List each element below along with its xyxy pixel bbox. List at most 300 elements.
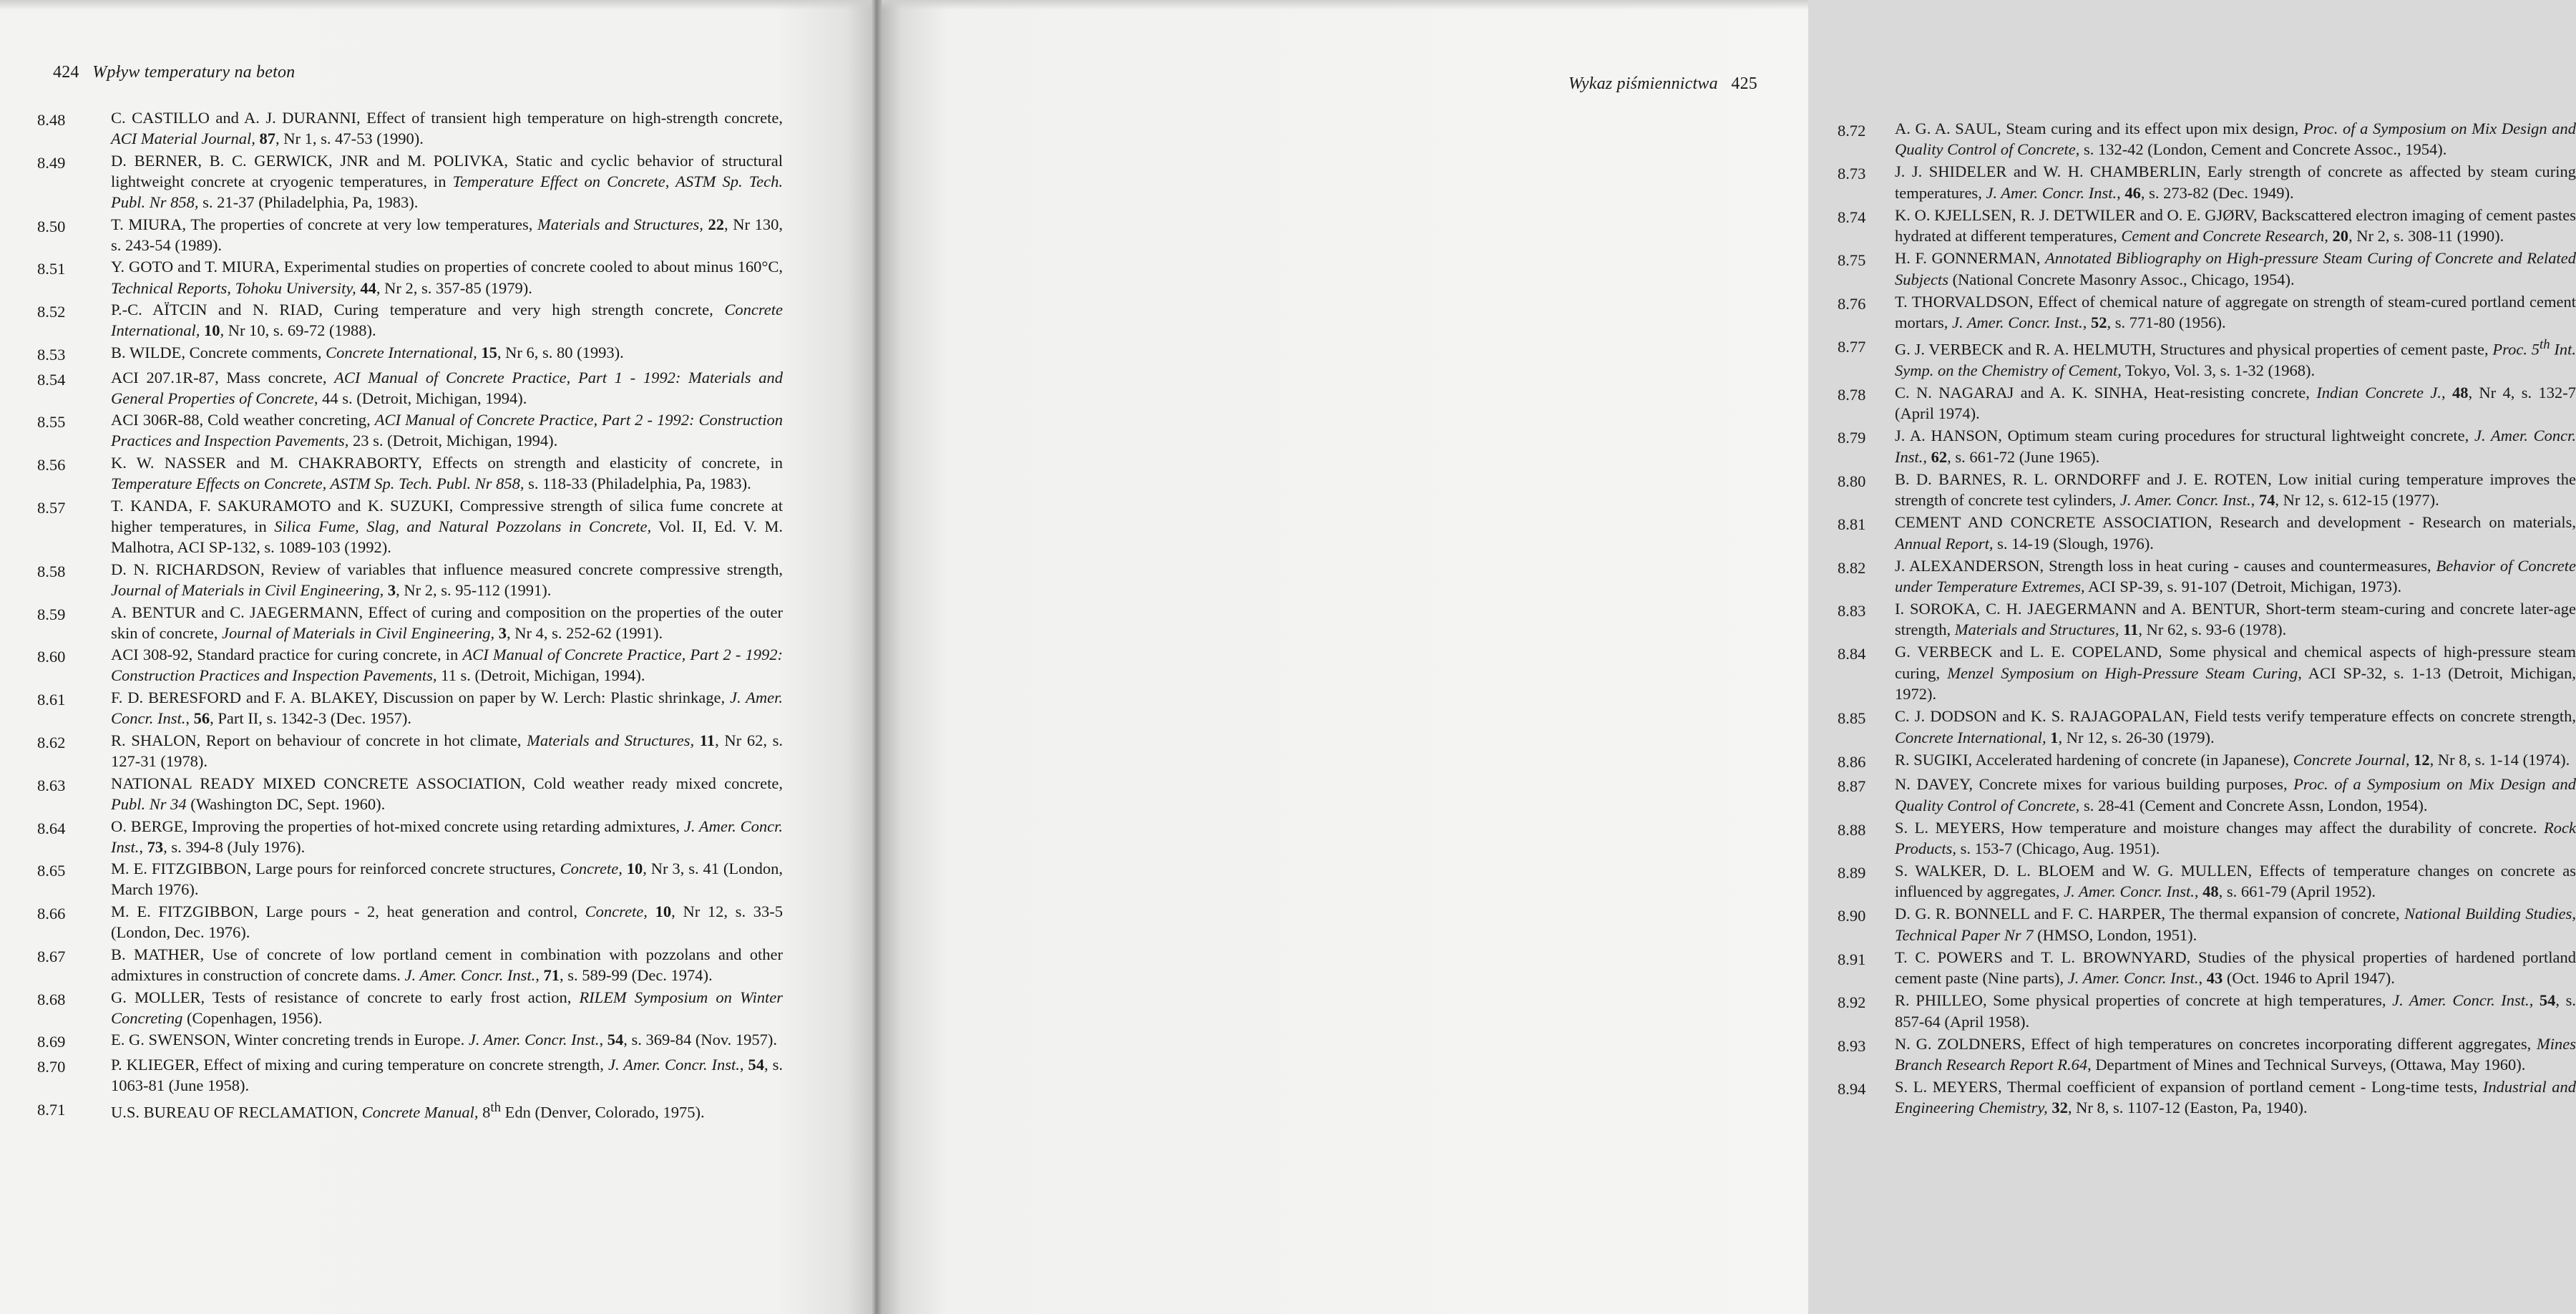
reference-number: 8.94 (1838, 1080, 1866, 1099)
reference-text-part: , Nr 12, s. 26-30 (1979). (2058, 728, 2215, 746)
reference-text-part: Proc. of a Symposium on Mix Design and Quality Control of Concrete (1895, 120, 2576, 159)
reference-entry (1838, 706, 2576, 748)
reference-number: 8.80 (1838, 472, 1866, 490)
reference-text (111, 687, 783, 729)
reference-entry (37, 858, 783, 900)
reference-number: 8.49 (37, 153, 66, 172)
reference-text-part: 43 (2206, 969, 2223, 988)
reference-text-part: , (2082, 313, 2091, 332)
reference-text-part: 54 (748, 1056, 764, 1074)
reference-text-part: , Part II, s. 1342-3 (Dec. 1957). (210, 709, 411, 728)
reference-text (1895, 291, 2576, 334)
reference-text-part: P. KLIEGER, Effect of mixing and curing temperature on concrete strength, (111, 1056, 608, 1074)
reference-text (111, 858, 783, 900)
reference-text-part: , Nr 2, s. 308-11 (1990). (2348, 227, 2504, 245)
reference-text-part: R. PHILLEO, Some physical properties of concrete at high temperatures, (1895, 991, 2393, 1010)
reference-entry (1838, 774, 2576, 816)
reference-number: 8.90 (1838, 907, 1866, 925)
reference-text-part: , (2529, 991, 2540, 1010)
reference-number: 8.86 (1838, 752, 1866, 771)
reference-text-part: S. L. MEYERS, How temperature and moisture changes may affect the durability of concrete. (1895, 818, 2545, 837)
reference-entry (1838, 598, 2576, 641)
right-page (873, 0, 2576, 1314)
reference-text-part: ACI Manual of Concrete Practice, Part 1 - 1992: Materials and General Properties of Concrete (111, 368, 783, 407)
reference-number: 8.60 (37, 648, 66, 666)
reference-entry (1838, 555, 2576, 598)
reference-text (111, 944, 783, 986)
reference-text (1895, 382, 2576, 424)
reference-entry (37, 687, 783, 729)
reference-entry (37, 816, 783, 857)
reference-entry (37, 944, 783, 986)
reference-text-part: D. G. R. BONNELL and F. C. HARPER, The thermal expansion of concrete, (1895, 905, 2405, 923)
reference-entry (1838, 947, 2576, 989)
reference-entry (1838, 205, 2576, 247)
reference-text-part: Technical Reports, Tohoku University, (111, 278, 356, 297)
reference-text-part: P.-C. AÏTCIN and N. RIAD, Curing temperature and very high strength concrete, (111, 301, 725, 319)
reference-entry (37, 342, 783, 366)
running-title: Wpływ temperatury na beton (92, 63, 296, 82)
reference-text (111, 342, 783, 363)
reference-entry (1838, 291, 2576, 334)
reference-text-part: F. D. BERESFORD and F. A. BLAKEY, Discussion on paper by W. Lerch: Plastic shrinkage, (111, 688, 731, 707)
reference-number: 8.73 (1838, 165, 1866, 183)
reference-entry (1838, 749, 2576, 773)
reference-text (1895, 598, 2576, 641)
reference-entry (37, 602, 783, 643)
reference-text-part: J. Amer. Concr. Inst. (2064, 882, 2195, 901)
reference-text (1895, 947, 2576, 989)
reference-entry (1838, 1033, 2576, 1076)
reference-text-part: , 44 s. (Detroit, Michigan, 1994). (313, 389, 527, 407)
reference-text-part: (Oct. 1946 to April 1947). (2223, 969, 2395, 988)
reference-text-part: Vol. II, Ed. V. M. Malhotra, ACI SP-132, s. 1089-103 (1992). (111, 517, 783, 557)
reference-text (111, 409, 783, 451)
reference-text-part: 22 (708, 215, 724, 233)
reference-text-part: NATIONAL READY MIXED CONCRETE ASSOCIATION, Cold weather ready mixed concrete, (111, 774, 783, 792)
reference-text (111, 452, 783, 494)
reference-text-part: J. Amer. Concr. Inst. (468, 1031, 600, 1049)
reference-text-part: C. J. DODSON and K. S. RAJAGOPALAN, Field tests verify temperature effects on concrete strength, (1895, 707, 2576, 726)
reference-text-part: s. 21-37 (Philadelphia, Pa, 1983). (198, 193, 419, 211)
reference-text-part: 10 (204, 321, 220, 340)
reference-entry (1838, 860, 2576, 902)
reference-text (1895, 774, 2576, 816)
reference-text-part: S. WALKER, D. L. BLOEM and W. G. MULLEN, Effects of temperature changes on concrete as influenced by aggregates, (1895, 862, 2576, 901)
reference-number: 8.64 (37, 819, 66, 837)
reference-entry (1838, 382, 2576, 424)
reference-text-part: J. Amer. Concr. Inst. (1895, 427, 2576, 466)
reference-number: 8.81 (1838, 515, 1866, 534)
reference-text-part: J. Amer. Concr. Inst. (1951, 313, 2083, 332)
reference-text-part (694, 731, 700, 749)
reference-text-part: 12 (2414, 750, 2430, 769)
reference-text-part: ACI 308-92, Standard practice for curing concrete, in (111, 646, 463, 664)
reference-text-part: I. SOROKA, C. H. JAEGERMANN and A. BENTUR, Short-term steam-curing and concrete later-age strength, (1895, 599, 2576, 639)
reference-text-part: Temperature Effects on Concrete, ASTM Sp. Tech. Publ. Nr 858, (111, 474, 525, 493)
reference-text-part: 74 (2258, 491, 2275, 510)
reference-text-part: Cement and Concrete Research, (2121, 227, 2328, 245)
reference-text-part: M. E. FITZGIBBON, Large pours for reinforced concrete structures, (111, 860, 560, 878)
reference-text-part: Int. Symp. on the Chemistry of Cement, (1895, 340, 2576, 379)
reference-number: 8.51 (37, 260, 66, 278)
reference-text-part: Annual Report, (1895, 534, 1994, 553)
reference-text-part: M. E. FITZGIBBON, Large pours - 2, heat generation and control, (111, 902, 585, 921)
reference-text (1895, 749, 2576, 770)
reference-text-part: D. BERNER, B. C. GERWICK, JNR and M. POLIVKA, Static and cyclic behavior of structural lightweight concrete at cryogenic temperatures, in (111, 151, 783, 190)
reference-text-part: , Nr 12, s. 33-5 (London, Dec. 1976). (111, 902, 783, 942)
reference-text-part: Rock Products, (1895, 818, 2576, 857)
reference-text-part: Menzel Symposium on High-Pressure Steam Curing, (1947, 663, 2302, 682)
reference-text-part: Publ. Nr 34 (111, 794, 187, 813)
reference-entry (37, 256, 783, 298)
reference-list-left (37, 107, 783, 1124)
reference-text-part: Behavior of Concrete under Temperature Extremes, (1895, 556, 2576, 595)
reference-text-part: 44 (360, 278, 376, 297)
reference-text-part: National Building Studies, Technical Paper Nr 7 (1895, 905, 2576, 944)
reference-text-part: D. N. RICHARDSON, Review of variables that influence measured concrete compressive strength, (111, 560, 783, 578)
reference-text-part: Tokyo, Vol. 3, s. 1-32 (1968). (2121, 361, 2316, 379)
reference-text (1895, 990, 2576, 1032)
reference-number: 8.61 (37, 691, 66, 709)
reference-text-part: , (2117, 183, 2125, 202)
reference-text-part: 8 (478, 1103, 491, 1121)
page-top-shadow (0, 0, 882, 10)
reference-entry (37, 150, 783, 213)
reference-entry (37, 495, 783, 558)
reference-text-part: Indian Concrete J. (2316, 383, 2441, 402)
reference-text-part: Mines Branch Research Report R.64 (1895, 1034, 2576, 1074)
reference-text-part: th (2539, 337, 2550, 353)
reference-text-part: B. D. BARNES, R. L. ORNDORFF and J. E. ROTEN, Low initial curing temperature improves the strength of concrete test cylinders, (1895, 469, 2576, 510)
reference-text-part: , (1923, 447, 1931, 466)
reference-text-part: 20 (2332, 227, 2348, 245)
reference-text-part: 32 (2051, 1099, 2068, 1117)
reference-text-part: 46 (2124, 183, 2141, 202)
reference-entry (1838, 425, 2576, 467)
reference-number: 8.92 (1838, 993, 1866, 1012)
reference-text-part: A. BENTUR and C. JAEGERMANN, Effect of curing and composition on the properties of the outer skin of concrete, (111, 603, 783, 642)
reference-text-part: , Nr 10, s. 69-72 (1988). (220, 321, 376, 340)
reference-text-part: 15 (481, 344, 497, 361)
reference-entry (1838, 334, 2576, 381)
reference-text-part: T. KANDA, F. SAKURAMOTO and K. SUZUKI, Compressive strength of silica fume concrete at higher temperatures, in (111, 496, 783, 536)
reference-text-part: ACI Manual of Concrete Practice, Part 2 - 1992: Construction Practices and Inspection Pavements, (111, 411, 783, 450)
reference-entry (37, 773, 783, 814)
reference-entry (1838, 990, 2576, 1032)
reference-text-part: J. J. SHIDELER and W. H. CHAMBERLIN, Early strength of concrete as affected by steam curing temperatures, (1895, 162, 2576, 202)
reference-text-part: , s. 771-80 (1956). (2107, 313, 2226, 332)
reference-text-part: Journal of Materials in Civil Engineering, (221, 623, 495, 642)
reference-number: 8.89 (1838, 864, 1866, 882)
reference-text-part: , Nr 2, s. 95-112 (1991). (396, 580, 552, 599)
reference-text-part: Concrete International, (111, 301, 783, 340)
reference-text-part: , (739, 1056, 748, 1074)
reference-text-part: K. O. KJELLSEN, R. J. DETWILER and O. E. GJØRV, Backscattered electron imaging of cement pastes hydrated at different temperatures, (1895, 205, 2576, 245)
reference-text-part: , s. 273-82 (Dec. 1949). (2140, 183, 2294, 202)
reference-entry (37, 409, 783, 451)
reference-text-part: , (2194, 882, 2203, 901)
reference-text-part: J. Amer. Concr. Inst. (111, 817, 783, 856)
reference-text-part: (HMSO, London, 1951). (2033, 925, 2197, 944)
reference-text-part: s. 28-41 (Cement and Concrete Assn, London, 1954). (2079, 796, 2428, 814)
reference-text (1895, 248, 2576, 290)
reference-entry (37, 214, 783, 256)
reference-text-part: , Nr 8, s. 1-14 (1974). (2429, 750, 2570, 769)
reference-text-part: 48 (2202, 882, 2219, 901)
reference-text-part: 62 (1931, 447, 1948, 466)
reference-entry (37, 1097, 783, 1123)
reference-number: 8.69 (37, 1033, 66, 1051)
reference-text (111, 214, 783, 256)
reference-text (111, 367, 783, 409)
reference-entry (37, 901, 783, 943)
reference-text-part: J. A. HANSON, Optimum steam curing procedures for structural lightweight concrete, (1895, 427, 2475, 445)
reference-text-part: Proc. of a Symposium on Mix Design and Quality Control of Concrete, (1895, 775, 2576, 814)
reference-number: 8.78 (1838, 385, 1866, 404)
reference-text-part: , Nr 62, s. 127-31 (1978). (111, 731, 784, 771)
reference-text-part: , Nr 4, s. 132-7 (April 1974). (1895, 383, 2576, 423)
reference-text-part: , (535, 965, 544, 984)
reference-text-part: , s. 394-8 (July 1976). (163, 837, 306, 856)
reference-number: 8.50 (37, 217, 66, 235)
reference-number: 8.58 (37, 562, 66, 580)
reference-text-part: 56 (193, 709, 210, 728)
reference-number: 8.52 (37, 303, 66, 321)
reference-number: 8.84 (1838, 645, 1866, 663)
reference-text-part: ACI 207.1R-87, Mass concrete, (111, 368, 335, 386)
reference-text-part: , Department of Mines and Technical Surveys, (Ottawa, May 1960). (2087, 1056, 2526, 1074)
reference-text-part: A. G. A. SAUL, Steam curing and its effect upon mix design, (1895, 120, 2303, 137)
reference-text-part: 11 (699, 731, 716, 749)
reference-text (111, 150, 783, 213)
reference-text-part: J. Amer. Concr. Inst. (2067, 969, 2199, 988)
reference-text-part: , s. 857-64 (April 1958). (1895, 991, 2576, 1031)
reference-text-part: Industrial and Engineering Chemistry, (1895, 1078, 2576, 1117)
reference-number: 8.53 (37, 346, 66, 364)
reference-text-part: CEMENT AND CONCRETE ASSOCIATION, Research and development - Research on materials, (1895, 513, 2576, 532)
running-title: Wykaz piśmiennictwa (1568, 74, 1718, 93)
reference-text (111, 602, 783, 643)
reference-entry (37, 1029, 783, 1053)
reference-entry (37, 299, 783, 341)
reference-text (111, 256, 783, 298)
reference-number: 8.48 (37, 111, 66, 129)
reference-entry (1838, 641, 2576, 704)
reference-text-part: T. THORVALDSON, Effect of chemical nature of aggregate on strength of steam-cured portland cement mortars, (1895, 292, 2576, 332)
reference-text-part: , (139, 837, 147, 856)
reference-text-part: J. Amer. Concr. Inst. (2392, 991, 2529, 1010)
reference-text-part: , Nr 62, s. 93-6 (1978). (2138, 620, 2287, 639)
reference-text-part: U.S. BUREAU OF RECLAMATION, (111, 1103, 362, 1121)
reference-number: 8.71 (37, 1100, 66, 1119)
reference-text-part: G. MOLLER, Tests of resistance of concrete to early frost action, (111, 988, 580, 1006)
reference-text-part: , Nr 8, s. 1107-12 (Easton, Pa, 1940). (2067, 1099, 2308, 1117)
reference-number: 8.62 (37, 733, 66, 751)
reference-text (1895, 641, 2576, 704)
reference-entry (1838, 903, 2576, 945)
reference-text (111, 773, 783, 814)
reference-number: 8.74 (1838, 208, 1866, 226)
reference-text-part: J. Amer. Concr. Inst. (1986, 183, 2117, 202)
reference-text-part: 87 (259, 130, 275, 148)
reference-text-part: Concrete, (560, 860, 623, 878)
reference-number: 8.77 (1838, 338, 1866, 356)
reference-text-part: J. Amer. Concr. Inst. (111, 688, 783, 728)
reference-text-part: , Nr 6, s. 80 (1993). (497, 344, 624, 361)
reference-text (1895, 334, 2576, 381)
reference-text-part: s. 153-7 (Chicago, Aug. 1951). (1956, 840, 2160, 857)
reference-text-part: , s. 589-99 (Dec. 1974). (559, 965, 713, 984)
reference-text-part: (Washington DC, Sept. 1960). (186, 794, 386, 813)
reference-text-part: , Nr 3, s. 41 (London, March 1976). (111, 860, 784, 899)
reference-entry (1838, 512, 2576, 554)
reference-text-part: , (2250, 491, 2259, 510)
reference-entry (37, 730, 783, 772)
page-number: 425 (1731, 74, 1757, 93)
reference-number: 8.75 (1838, 251, 1866, 270)
reference-text (1895, 205, 2576, 247)
reference-text-part: 54 (607, 1031, 624, 1049)
reference-text (111, 816, 783, 857)
reference-entry (1838, 469, 2576, 511)
reference-text-part: , Nr 4, s. 252-62 (1991). (507, 623, 663, 642)
reference-number: 8.91 (1838, 950, 1866, 968)
reference-text (1895, 817, 2576, 860)
reference-text-part: 54 (2539, 991, 2556, 1010)
reference-text-part: , Nr 12, s. 612-15 (1977). (2275, 491, 2439, 510)
reference-text-part: G. J. VERBECK and R. A. HELMUTH, Structures and physical properties of cement paste, (1895, 340, 2493, 359)
reference-text (1895, 903, 2576, 945)
page-top-shadow (873, 0, 1808, 10)
reference-text-part: O. BERGE, Improving the properties of hot-mixed concrete using retarding admixtures, (111, 817, 684, 835)
reference-text (1895, 425, 2576, 467)
reference-text-part: , s. 1063-81 (June 1958). (111, 1056, 784, 1095)
reference-text-part: , Nr 1, s. 47-53 (1990). (275, 130, 424, 148)
reference-number: 8.87 (1838, 777, 1866, 796)
reference-text-part: Concrete, (585, 902, 648, 921)
reference-entry (37, 644, 783, 686)
reference-text-part: , (2198, 969, 2207, 988)
reference-text-part: ACI SP-32, s. 1-13 (Detroit, Michigan, 1972). (1895, 663, 2576, 704)
reference-entry (1838, 1076, 2576, 1119)
reference-text-part: 1 (2050, 728, 2059, 746)
reference-text (1895, 860, 2576, 902)
reference-text-part: Journal of Materials in Civil Engineering, (111, 580, 384, 599)
reference-number: 8.88 (1838, 820, 1866, 839)
reference-text (1895, 118, 2576, 160)
reference-text (111, 644, 783, 686)
reference-entry (1838, 161, 2576, 203)
reference-text-part: ACI SP-39, s. 91-107 (Detroit, Michigan, 1973). (2084, 577, 2402, 595)
reference-text-part: Materials and Structures, (1954, 620, 2119, 639)
reference-text-part: 23 s. (Detroit, Michigan, 1994). (348, 432, 558, 450)
reference-number: 8.72 (1838, 122, 1866, 140)
reference-text (111, 1029, 783, 1050)
reference-text (1895, 161, 2576, 203)
reference-text-part: 11 s. (Detroit, Michigan, 1994). (436, 666, 645, 685)
reference-entry (37, 107, 783, 149)
reference-text-part: N. DAVEY, Concrete mixes for various building purposes, (1895, 775, 2294, 794)
reference-text (1895, 469, 2576, 511)
reference-text-part: , Nr 2, s. 357-85 (1979). (376, 278, 532, 297)
reference-text-part: E. G. SWENSON, Winter concreting trends in Europe. (111, 1031, 469, 1049)
reference-text-part: 73 (147, 837, 164, 856)
reference-text-part: ACI 306R-88, Cold weather concreting, (111, 411, 375, 429)
reference-text-part: Silica Fume, Slag, and Natural Pozzolans in Concrete, (274, 517, 652, 536)
reference-number: 8.68 (37, 990, 66, 1008)
reference-number: 8.66 (37, 905, 66, 923)
reference-text-part: 10 (626, 860, 643, 878)
reference-text-part: Concrete Journal, (2293, 750, 2410, 769)
reference-entry (37, 367, 783, 409)
reference-number: 8.57 (37, 498, 66, 517)
reference-text-part: , s. 369-84 (Nov. 1957). (623, 1031, 778, 1049)
reference-text-part: s. 14-19 (Slough, 1976). (1993, 534, 2154, 553)
reference-text (111, 107, 783, 149)
reference-number: 8.67 (37, 947, 66, 965)
reference-text-part: 3 (498, 623, 507, 642)
reference-text-part: , s. 132-42 (London, Cement and Concrete Assoc., 1954). (2075, 140, 2447, 159)
reference-entry (37, 452, 783, 494)
reference-text-part: s. 118-33 (Philadelphia, Pa, 1983). (524, 474, 751, 493)
reference-text-part: Concrete International, (326, 344, 477, 361)
reference-text-part: Temperature Effect on Concrete, ASTM Sp. Tech. Publ. Nr 858, (111, 172, 783, 211)
reference-number: 8.63 (37, 776, 66, 794)
reference-text-part: B. WILDE, Concrete comments, (111, 344, 326, 361)
reference-text-part: , (2441, 383, 2452, 402)
reference-number: 8.85 (1838, 709, 1866, 728)
reference-entry (1838, 817, 2576, 860)
reference-text-part: (Copenhagen, 1956). (182, 1008, 323, 1027)
reference-text-part: Edn (Denver, Colorado, 1975). (501, 1103, 705, 1121)
reference-text-part: K. W. NASSER and M. CHAKRABORTY, Effects on strength and elasticity of concrete, in (111, 454, 783, 472)
page-number: 424 (53, 63, 79, 82)
reference-entry (1838, 248, 2576, 290)
reference-text-part: 3 (387, 580, 396, 599)
reference-text-part: T. C. POWERS and T. L. BROWNYARD, Studies of the physical properties of hardened portland cement paste (Nine parts), (1895, 948, 2576, 988)
reference-text-part: R. SHALON, Report on behaviour of concrete in hot climate, (111, 731, 527, 749)
reference-text-part: Concrete International, (1895, 728, 2046, 746)
reference-text (111, 299, 783, 341)
reference-text-part: , Nr 130, s. 243-54 (1989). (111, 215, 784, 254)
reference-text (1895, 555, 2576, 598)
reference-text-part: J. Amer. Concr. Inst. (2119, 491, 2251, 510)
reference-text (111, 901, 783, 943)
reference-text-part: B. MATHER, Use of concrete of low portland cement in combination with pozzolans and other admixtures in construction of concrete dams. (111, 945, 783, 984)
reference-text-part: T. MIURA, The properties of concrete at very low temperatures, (111, 215, 538, 233)
reference-number: 8.55 (37, 413, 66, 432)
reference-text-part: 10 (655, 902, 672, 921)
left-page (0, 0, 882, 1314)
running-header-right (1568, 74, 1757, 94)
reference-text-part: 11 (2123, 620, 2139, 639)
reference-text-part: RILEM Symposium on Winter Concreting (111, 988, 783, 1027)
reference-number: 8.70 (37, 1058, 66, 1076)
reference-text-part: J. Amer. Concr. Inst. (404, 965, 536, 984)
reference-list-right (1838, 118, 2576, 1119)
reference-text-part: Proc. 5 (2492, 340, 2540, 359)
reference-number: 8.82 (1838, 558, 1866, 577)
reference-number: 8.76 (1838, 294, 1866, 313)
book-gutter (872, 0, 882, 1314)
reference-text-part: Materials and Structures, (527, 731, 695, 749)
reference-text-part: C. N. NAGARAJ and A. K. SINHA, Heat-resisting concrete, (1895, 383, 2317, 402)
reference-text-part: Materials and Structures, (537, 215, 703, 233)
reference-text-part: (National Concrete Masonry Assoc., Chicago, 1954). (1948, 270, 2295, 288)
reference-text-part: Annotated Bibliography on High-pressure Steam Curing of Concrete and Related Subjects (1895, 249, 2576, 288)
reference-number: 8.65 (37, 862, 66, 880)
